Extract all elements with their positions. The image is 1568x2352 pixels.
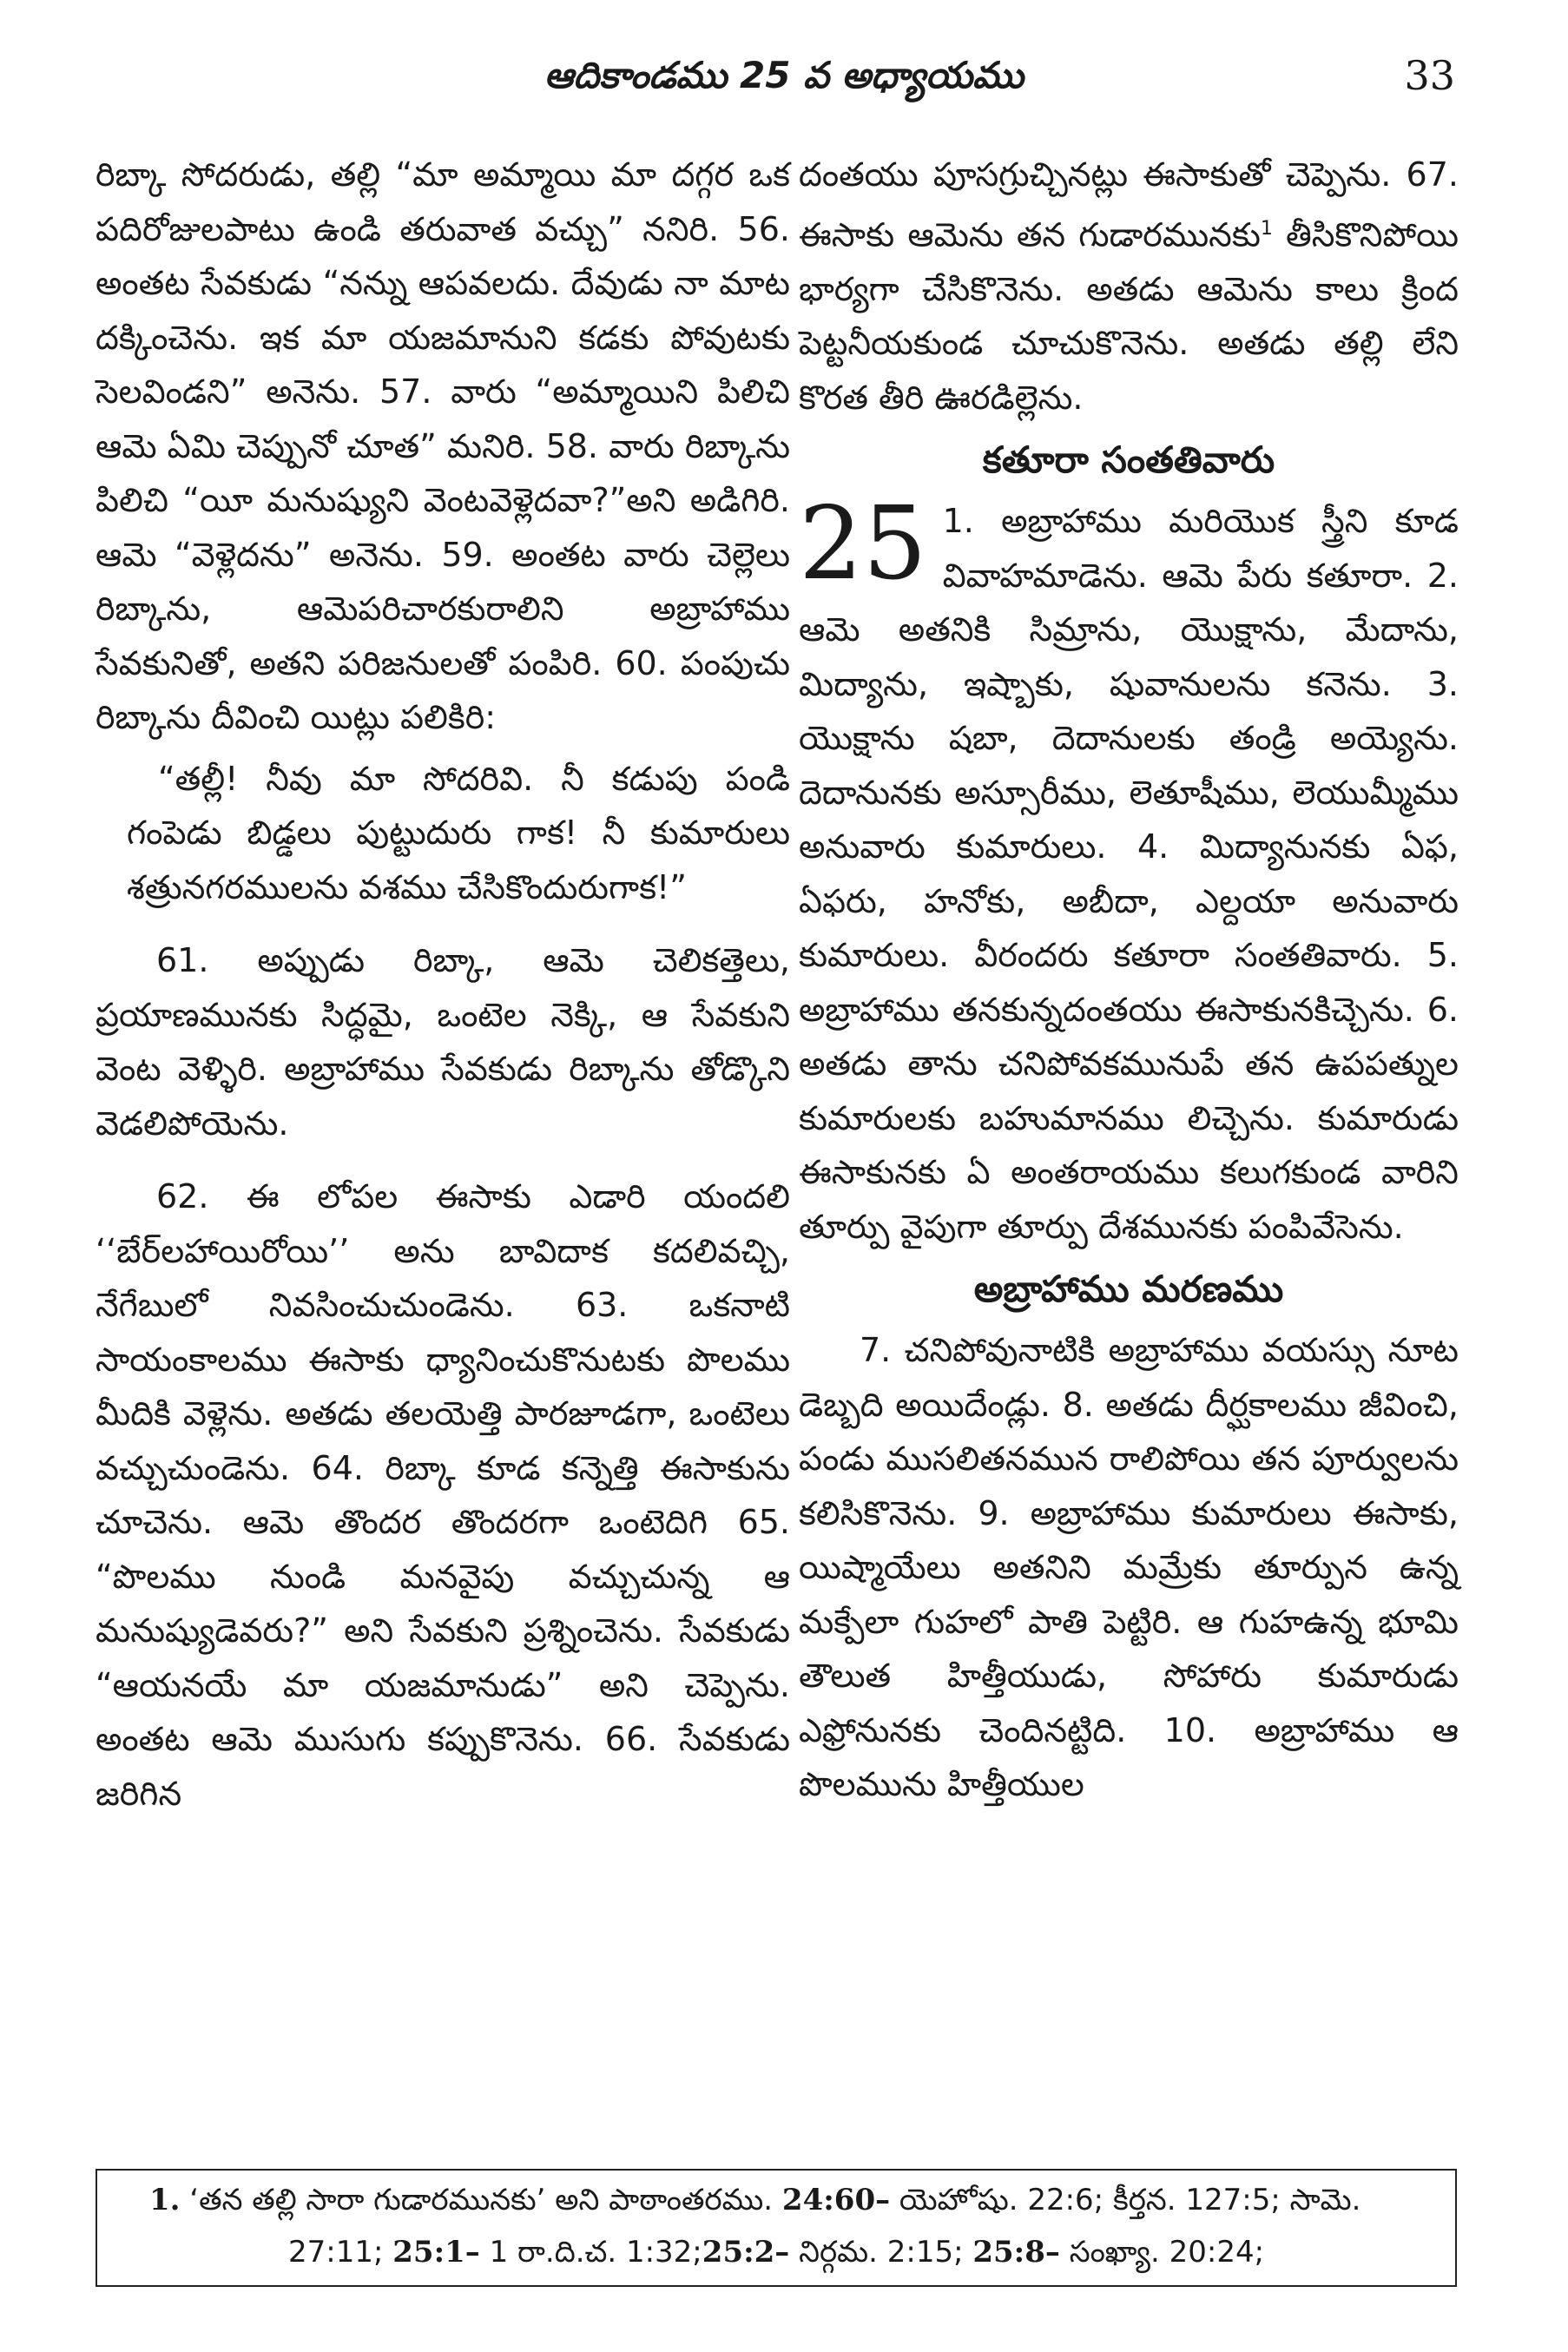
right-column (799, 148, 1459, 1812)
page-header (0, 45, 1568, 123)
reference-label: 24:60– (781, 2183, 891, 2217)
paragraph: 62. ఈ లోపల ఈసాకు ఎడారి యందలి ‘‘బేర్‌లహాయిరోయి’’ అను బావిదాక కదలివచ్చి, నేగేబులో నివసించుచుండెను. 63. ఒకనాటి సాయంకాలము ఈసాకు ధ్యానించుకొనుటకు పొలము మీదికి వెళ్లెను. అతడు తలయెత్తి పారజూడగా, ఒంటెలు వచ్చుచుండెను. 64. రిబ్కా కూడ కన్నెత్తి ఈసాకును చూచెను. ఆమె తొందర తొందరగా ఒంటెదిగి 65. “పొలము నుండి మనవైపు వచ్చుచున్న ఆ మనుష్యుడెవరు?” అని సేవకుని ప్రశ్నించెను. సేవకుడు “ఆయనయే మా యజమానుడు” అని చెప్పెను. అంతట ఆమె ముసుగు కప్పుకొనెను. 66. సేవకుడు జరిగిన (96, 1177, 790, 1813)
reference-label: 25:2– (702, 2235, 790, 2270)
footnote-label: 1. (149, 2183, 181, 2217)
chapter-number: 25 (799, 485, 927, 603)
footnote-line (123, 2226, 1429, 2278)
reference-text: యెహోషు. 22:6; కీర్తన. 127:5; సామె. (890, 2183, 1361, 2217)
left-column (96, 148, 790, 1821)
chapter-start (799, 485, 1459, 1254)
reference-text: 27:11; (288, 2235, 393, 2270)
paragraph (799, 148, 1459, 425)
reference-text: నిర్గమ. 2:15; (789, 2235, 973, 2270)
paragraph: 7. చనిపోవునాటికి అబ్రాహాము వయస్సు నూట డెబ్బది అయిదేండ్లు. 8. అతడు దీర్ఘకాలము జీవించి, పండు ముసలితనమున రాలిపోయి తన పూర్వులను కలిసికొనెను. 9. అబ్రాహాము కుమారులు ఈసాకు, యిష్మాయేలు అతనిని మమ్రేకు తూర్పున ఉన్న మక్పేలా గుహలో పాతి పెట్టిరి. ఆ గుహఉన్న భూమి తౌలుత హిత్తీయుడు, సోహారు కుమారుడు ఎఫ్రోనునకు చెందినట్టిది. 10. అబ్రాహాము ఆ పొలమును హిత్తీయుల (799, 1331, 1459, 1804)
section-heading: అబ్రాహాము మరణము (973, 1268, 1284, 1311)
running-title: ఆదికాండము 25 వ అధ్యాయము (544, 54, 1024, 96)
reference-text: సంఖ్యా. 20:24; (1059, 2235, 1265, 2270)
footnote-text: ‘తన తల్లి సారా గుడారమునకు’ అని పాఠాంతరము. (180, 2183, 782, 2217)
reference-label: 25:1– (392, 2235, 480, 2270)
reference-text: 1 రా.ది.చ. 1:32; (479, 2235, 702, 2270)
paragraph-text: 1. అబ్రాహాము మరియొక స్త్రీని కూడ వివాహమాడెను. ఆమె పేరు కతూరా. 2. ఆమె అతనికి సిమ్రాను, యొక్షాను, మేదాను, మిద్యాను, ఇష్బాకు, షువానులను కనెను. 3. యొక్షాను షబా, దెదానులకు తండ్రి అయ్యెను. దెదానునకు అస్సూరీము, లెతూషీము, లెయుమ్మీము అనువారు కుమారులు. 4. మిద్యానునకు ఏఫ, ఏఫరు, హనోకు, అబీదా, ఎల్దయా అనువారు కుమారులు. వీరందరు కతూరా సంతతివారు. 5. అబ్రాహాము తనకున్నదంతయు ఈసాకునకిచ్చెను. 6. అతడు తాను చనిపోవకమునుపే తన ఉపపత్నుల కుమారులకు బహుమానము లిచ్చెను. కుమారుడు ఈసాకునకు ఏ అంతరాయము కలుగకుండ వారిని తూర్పు వైపుగా తూర్పు దేశమునకు పంపివేసెను. (799, 502, 1459, 1246)
blessing-quote: “తల్లీ! నీవు మా సోదరివి. నీ కడుపు పండి గంపెడు బిడ్డలు పుట్టుదురు గాక! నీ కుమారులు శత్రునగరములను వశము చేసికొందురుగాక!” (127, 759, 790, 906)
footnotes-box (96, 2169, 1457, 2287)
paragraph-text: తీసికొనిపోయి భార్యగా చేసికొనెను. అతడు ఆమెను కాలు క్రింద పెట్టనీయకుండ చూచుకొనెను. అతడు తల్లి లేని కొరత తీరి ఊరడిల్లెను. (799, 215, 1459, 417)
reference-label: 25:8– (972, 2235, 1060, 2270)
page-number: 33 (1404, 52, 1455, 99)
footnote-line (123, 2174, 1429, 2226)
paragraph: 61. అప్పుడు రిబ్కా, ఆమె చెలికత్తెలు, ప్రయాణమునకు సిద్ధమై, ఒంటెల నెక్కి, ఆ సేవకుని వెంట వెళ్ళిరి. అబ్రాహాము సేవకుడు రిబ్కాను తోడ్కొని వెడలిపోయెను. (96, 941, 790, 1143)
footnote-marker: 1 (1260, 217, 1273, 240)
paragraph-text: దంతయు పూసగ్రుచ్చినట్లు ఈసాకుతో చెప్పెను. 67. ఈసాకు ఆమెను తన గుడారమునకు (799, 155, 1459, 254)
paragraph: రిబ్కా సోదరుడు, తల్లి “మా అమ్మాయి మా దగ్గర ఒక పదిరోజులపాటు ఉండి తరువాత వచ్చు” ననిరి. 56. అంతట సేవకుడు “నన్ను ఆపవలదు. దేవుడు నా మాట దక్కించెను. ఇక మా యజమానుని కడకు పోవుటకు సెలవిండని” అనెను. 57. వారు “అమ్మాయిని పిలిచి ఆమె ఏమి చెప్పునో చూత” మనిరి. 58. వారు రిబ్కాను పిలిచి “యీ మనుష్యుని వెంటవెళ్లెదవా?”అని అడిగిరి. ఆమె “వెళ్లెదను” అనెను. 59. అంతట వారు చెల్లెలు రిబ్కాను, ఆమెపరిచారకురాలిని అబ్రాహాము సేవకునితో, అతని పరిజనులతో పంపిరి. 60. పంపుచు రిబ్కాను దీవించి యిట్లు పలికిరి: (96, 155, 790, 736)
section-heading: కతూరా సంతతివారు (982, 438, 1275, 482)
